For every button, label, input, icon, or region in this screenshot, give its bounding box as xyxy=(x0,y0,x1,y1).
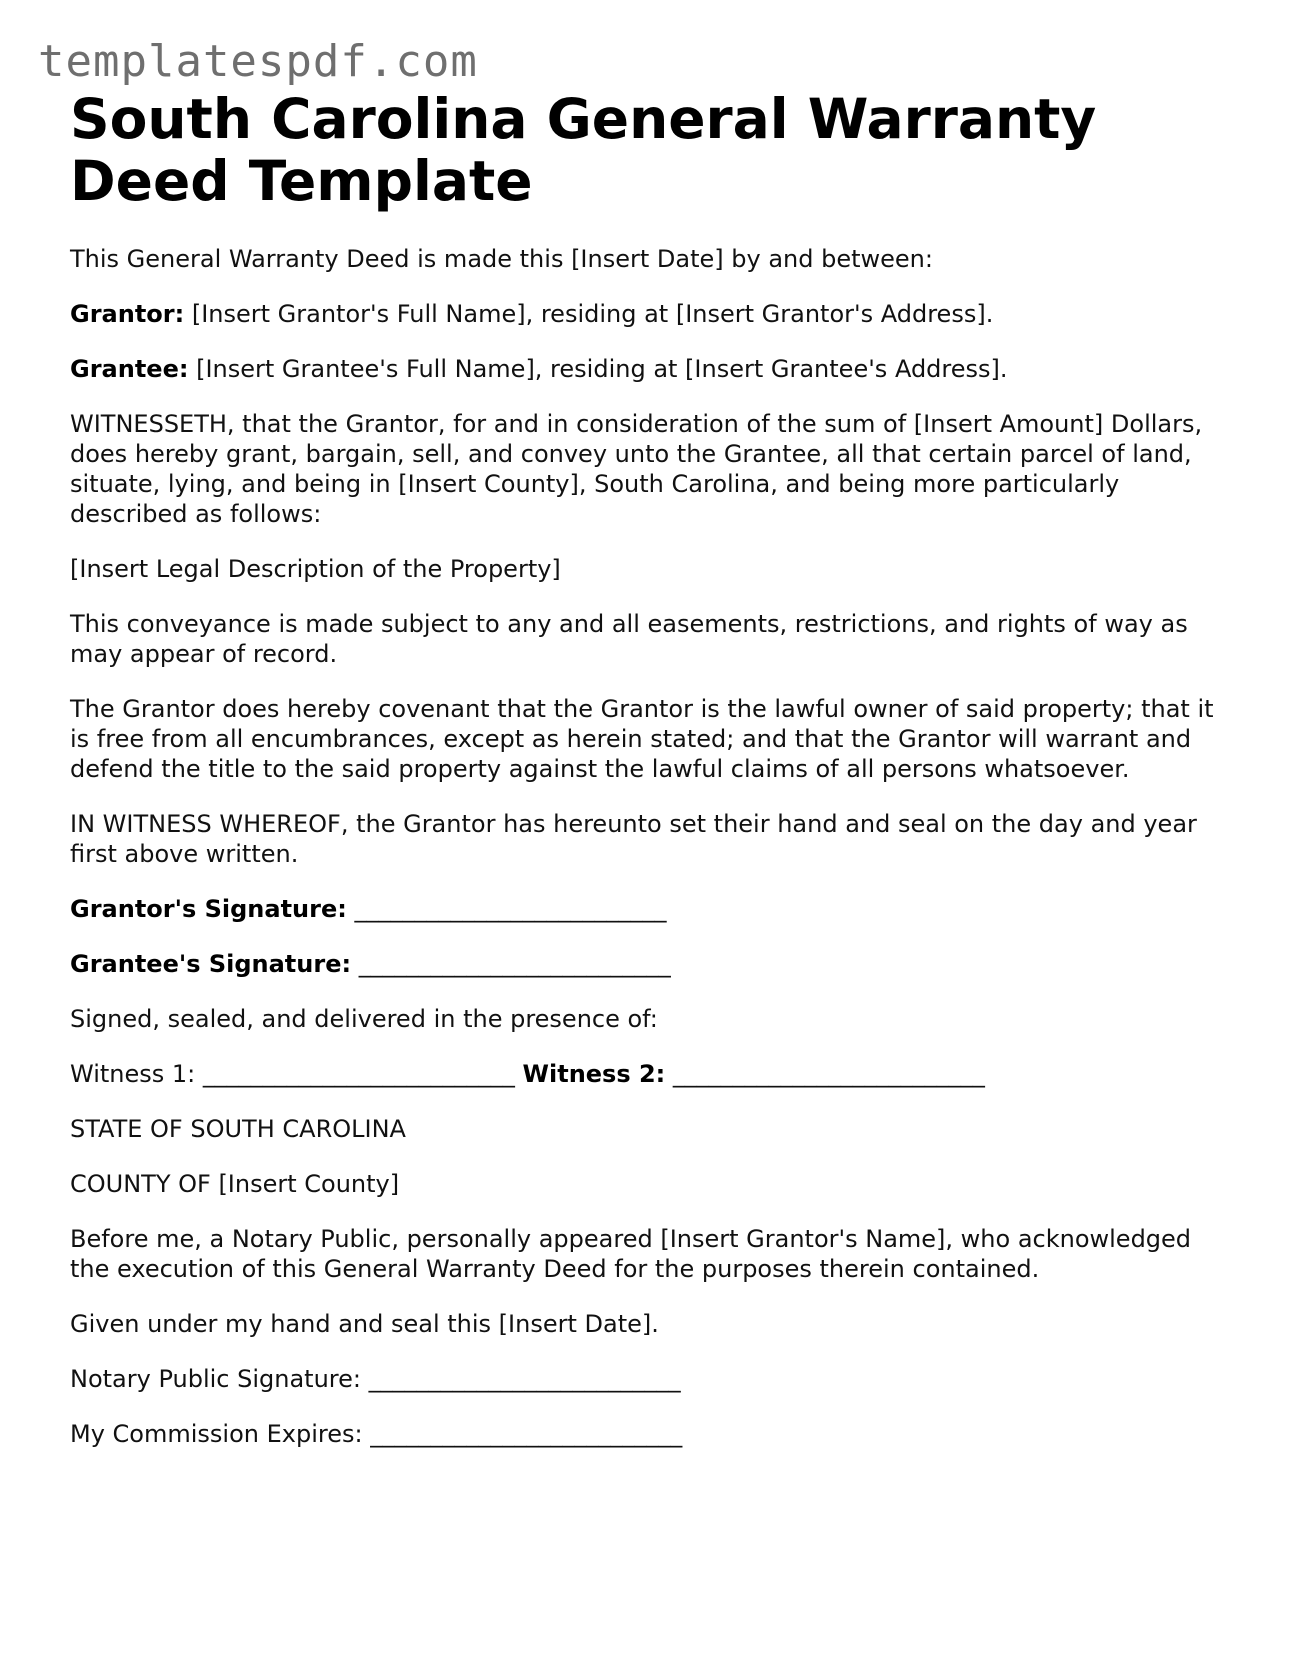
witnesseth-paragraph: WITNESSETH, that the Grantor, for and in consideration of the sum of [Insert Amount] Dollars, does hereby grant, bargain, sell, and convey unto the Grantee, all that certain parcel of land, situate, lying, and being in [Insert County], South Carolina, and being more particularly described as follows: xyxy=(70,410,1203,528)
in-witness-paragraph: IN WITNESS WHEREOF, the Grantor has hereunto set their hand and seal on the day and year first above written. xyxy=(70,810,1197,868)
witness2-blank: __________________________ xyxy=(665,1060,985,1088)
witness1-blank: __________________________ xyxy=(195,1060,523,1088)
grantee-text: [Insert Grantee's Full Name], residing at [Insert Grantee's Address]. xyxy=(188,355,1008,383)
state-line: STATE OF SOUTH CAROLINA xyxy=(70,1115,406,1143)
notary-signature-line: Notary Public Signature: __________________________ xyxy=(70,1365,681,1393)
grantee-signature-blank: __________________________ xyxy=(351,950,671,978)
intro-paragraph: This General Warranty Deed is made this [Insert Date] by and between: xyxy=(70,245,933,273)
grantor-signature-label: Grantor's Signature: xyxy=(70,895,347,923)
witness1-label: Witness 1: xyxy=(70,1060,196,1088)
legal-description: [Insert Legal Description of the Property] xyxy=(70,555,561,583)
witness-lines xyxy=(70,1059,1230,1089)
grantor-label: Grantor: xyxy=(70,300,185,328)
grantor-text: [Insert Grantor's Full Name], residing at [Insert Grantor's Address]. xyxy=(184,300,994,328)
notary-paragraph: Before me, a Notary Public, personally appeared [Insert Grantor's Name], who acknowledged the execution of this General Warranty Deed for the purposes therein contained. xyxy=(70,1225,1192,1283)
county-line: COUNTY OF [Insert County] xyxy=(70,1170,400,1198)
presence-paragraph: Signed, sealed, and delivered in the presence of: xyxy=(70,1005,658,1033)
grantor-line xyxy=(70,299,1230,329)
watermark-logo: templatespdf.com xyxy=(38,36,478,87)
grantor-signature-blank: __________________________ xyxy=(346,895,667,923)
document-page xyxy=(70,88,1230,1474)
grantee-signature-label: Grantee's Signature: xyxy=(70,950,352,978)
covenant-paragraph: The Grantor does hereby covenant that the Grantor is the lawful owner of said property; that it is free from all encumbrances, except as herein stated; and that the Grantor will warrant and defend the title to the said property against the lawful claims of all persons whatsoever. xyxy=(70,695,1214,783)
given-under-line: Given under my hand and seal this [Insert Date]. xyxy=(70,1310,659,1338)
document-title: South Carolina General Warranty Deed Template xyxy=(70,87,1097,213)
grantee-label: Grantee: xyxy=(70,355,189,383)
commission-expires-line: My Commission Expires: __________________________ xyxy=(70,1420,683,1448)
witness2-label: Witness 2: xyxy=(522,1060,666,1088)
grantor-signature-line xyxy=(70,894,1230,924)
subject-to-paragraph: This conveyance is made subject to any and all easements, restrictions, and rights of way as may appear of record. xyxy=(70,610,1188,668)
grantee-line xyxy=(70,354,1230,384)
grantee-signature-line xyxy=(70,949,1230,979)
